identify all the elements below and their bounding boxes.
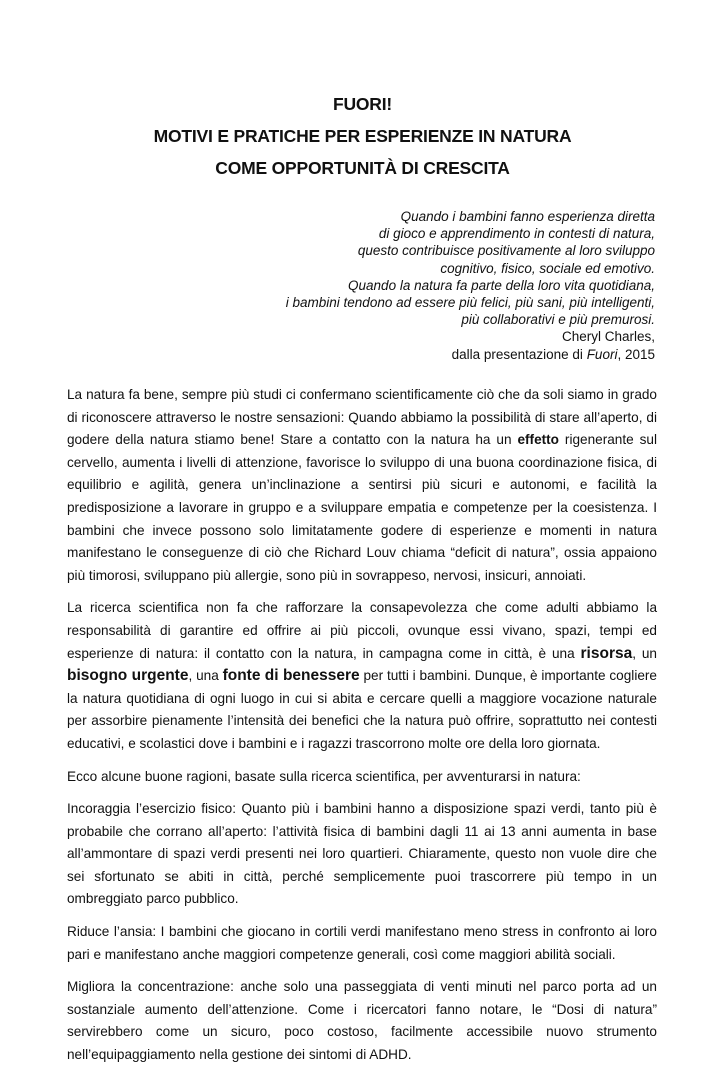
quote-line: questo contribuisce positivamente al loro sviluppo (357, 243, 655, 259)
p2-text-c: , un (632, 645, 657, 661)
paragraph-2 (67, 597, 657, 755)
title-line-2: MOTIVI E PRATICHE PER ESPERIENZE IN NATURA (153, 126, 572, 146)
paragraph-6: Migliora la concentrazione: anche solo una passeggiata di venti minuti nel parco porta ad un sostanziale aumento dell’attenzione. Come i ricercatori fanno notare, le “Dosi di natura” servirebbero come un sicuro, poco costoso, facilmente accessibile nuovo strumento nell’equipaggiamento nella gestione dei sintomi di ADHD. (67, 979, 657, 1063)
paragraph-4: Incoraggia l’esercizio fisico: Quanto più i bambini hanno a disposizione spazi verdi, tanto più è probabile che corrano all’aperto: l’attività fisica di bambini dagli 11 ai 13 anni aumenta in base all’ammontare di spazi verdi presenti nei loro quartieri. Chiaramente, questo non vuole dire che sei sfortunato se abiti in città, perché semplicemente puoi trascorrere più tempo in un ombreggiato parco pubblico. (67, 801, 657, 907)
quote-line: di gioco e apprendimento in contesti di natura, (378, 226, 655, 242)
title-block (0, 88, 725, 184)
title-line-3: COME OPPORTUNITÀ DI CRESCITA (215, 158, 510, 178)
quote-source (235, 346, 655, 363)
quote-author: Cheryl Charles, (561, 329, 655, 345)
quote-line: Quando la natura fa parte della loro vita quotidiana, (348, 277, 655, 293)
paragraph-3: Ecco alcune buone ragioni, basate sulla ricerca scientifica, per avventurarsi in natura: (67, 768, 581, 784)
p2-text-a: La ricerca scientifica non fa che rafforzare la consapevolezza che come adulti abbiamo la responsabilità di garantire ed offrire ai più piccoli, ovunque essi vivano, spazi, tempi ed esperienze di natura: il contatto con la natura, in campagna come in città, è una (67, 600, 657, 661)
quote-source-suffix: , 2015 (617, 346, 655, 362)
quote-source-prefix: dalla presentazione di (451, 346, 587, 362)
p2-bold-bisogno: bisogno urgente (67, 667, 189, 685)
title-line-1: FUORI! (332, 94, 393, 114)
p2-bold-fonte: fonte di benessere (222, 667, 360, 685)
quote-source-title: Fuori (586, 346, 618, 362)
quote-line: cognitivo, fisico, sociale ed emotivo. (440, 260, 655, 276)
p2-text-d: , una (188, 668, 223, 684)
p1-text-b: rigenerante sul cervello, aumenta i livelli di attenzione, favorisce lo sviluppo di una buona coordinazione fisica, di equilibrio e agilità, genera un’inclinazione a sentirsi più sicuri e autonomi, e facilità la predisposizione a lavorare in gruppo e a sviluppare empatia e competenze per la coesistenza. I bambini che invece possono solo limitatamente godere di esperienze e momenti in natura manifestano le conseguenze di ciò che Richard Louv chiama “deficit di natura”, ossia appaiono più timorosi, sviluppano più allergie, sono più in sovrappeso, nervosi, insicuri, annoiati. (67, 432, 658, 583)
paragraph-1 (67, 384, 657, 587)
paragraph-5: Riduce l’ansia: I bambini che giocano in cortili verdi manifestano meno stress in confronto ai loro pari e manifestano anche maggiori competenze generali, così come maggiori abilità sociali. (67, 924, 657, 962)
p2-bold-risorsa: risorsa (580, 644, 633, 662)
epigraph-quote (235, 208, 655, 363)
quote-line: Quando i bambini fanno esperienza diretta (400, 209, 655, 224)
p2-text-e: per tutti i bambini. Dunque, è importante cogliere la natura quotidiana di ogni luogo in cui si abita e cercare quelli a maggiore vocazione naturale per assorbire pienamente l’intensità dei benefici che la natura può offrire, soprattutto nei contesti educativi, e scolastici dove i bambini e i ragazzi trascorrono molte ore della loro giornata. (67, 668, 657, 751)
p1-text-a: La natura fa bene, sempre più studi ci confermano scientificamente ciò che da soli siamo in grado di riconoscere attraverso le nostre sensazioni: Quando abbiamo la possibilità di stare all’aperto, di godere della natura stiamo bene! Stare a contatto con la natura ha un (67, 387, 657, 448)
quote-line: più collaborativi e più premurosi. (461, 312, 655, 328)
quote-line: i bambini tendono ad essere più felici, più sani, più intelligenti, (285, 295, 655, 311)
p1-bold-effetto: effetto (517, 432, 559, 448)
body-text (67, 384, 657, 1077)
